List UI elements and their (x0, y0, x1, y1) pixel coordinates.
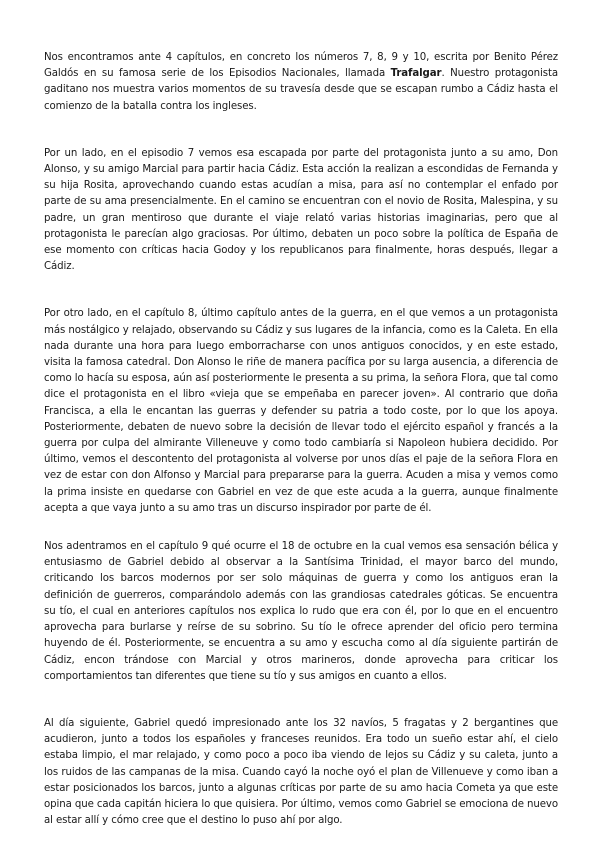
document-page (44, 50, 558, 860)
intro-text-before: Nos encontramos ante 4 capítulos, en concreto los números 7, 8, 9 y 10, escrita por Benito Pérez Galdós en su famosa serie de los Episodios Nacionales, llamada (44, 52, 558, 80)
paragraph-chapter-10: Al día siguiente, Gabriel quedó impresionado ante los 32 navíos, 5 fragatas y 2 bergantines que acudieron, junto a todos los españoles y franceses reunidos. Era todo un sueño estar ahí, el cielo estaba limpio, el mar relajado, y como poco a poco iba viendo de lejos su Cádiz y su caleta, junto a los ruidos de las campanas de la misa. Cuando cayó la noche oyó el plan de Villenueve y como iban a estar posicionados los barcos, junto a algunas críticas por parte de su amo hacia Cometa ya que este opina que cada capitán hiciera lo que quisiera. Por último, vemos como Gabriel se emociona de nuevo al estar allí y cómo cree que el destino lo puso ahí por algo. (44, 717, 558, 827)
paragraph-chapter-9: Nos adentramos en el capítulo 9 qué ocurre el 18 de octubre en la cual vemos esa sensación bélica y entusiasmo de Gabriel debido al observar a la Santísima Trinidad, el mayor barco del mundo, criticando los barcos modernos por ser solo máquinas de guerra y como los antiguos eran la definición de guerreros, comparándolo además con las grandiosas catedrales góticas. Se encuentra su tío, el cual en anteriores capítulos nos explica lo rudo que era con él, por lo que en el encuentro aprovecha para burlarse y reírse de su sobrino. Su tío le ofrece aprender del oficio pero termina huyendo de él. Posteriormente, se encuentra a su amo y escucha como al día siguiente partirán de Cádiz, encon trándose con Marcial y otros marineros, donde aprovecha para criticar los comportamientos tan diferentes que tiene su tío y sus amigos en cuanto a ellos. (44, 541, 558, 682)
paragraph-intro (44, 50, 558, 115)
paragraph-chapter-8: Por otro lado, en el capítulo 8, último capítulo antes de la guerra, en el que vemos a un protagonista más nostálgico y relajado, observando su Cádiz y sus lugares de la infancia, como es la Caleta. En ella nada durante una hora para luego emborracharse con unos antiguos conocidos, y en este estado, visita la famosa catedral. Don Alonso le riñe de manera pacífica por su larga ausencia, a diferencia de como lo hacía su esposa, aún así posteriormente le presenta a su prima, la señora Flora, que tal como dice el protagonista en el libro «vieja que se empeñaba en parecer joven». Al contrario que doña Francisca, a ella le encantan las guerras y defender su patria a todo coste, por lo que los apoya. Posteriormente, debaten de nuevo sobre la decisión de llevar todo el ejército español y francés a la guerra por culpa del almirante Villeneuve y como todo cambiaría si Napoleon hubiera decidido. Por último, vemos el descontento del protagonista al volverse por unos días el paje de la señora Flora en vez de estar con don Alfonso y Marcial para prepararse para la guerra. Acuden a misa y vemos como la prima insiste en quedarse con Gabriel en vez de que este acuda a la guerra, aunque finalmente acepta a que vaya junto a su amo tras un discurso inspirador por parte de él. (44, 308, 558, 514)
intro-text-after: . Nuestro protagonista gaditano nos muestra varios momentos de su travesía desde que se escapan rumbo a Cádiz hasta el comienzo de la batalla contra los ingleses. (44, 68, 558, 112)
book-title: Trafalgar (390, 68, 442, 80)
paragraph-chapter-7: Por un lado, en el episodio 7 vemos esa escapada por parte del protagonista junto a su amo, Don Alonso, y su amigo Marcial para partir hacia Cádiz. Esta acción la realizan a escondidas de Fernanda y su hija Rosita, aprovechando cuando estas acudían a misa, para así no contemplar el enfado por parte de su ama presencialmente. En el camino se encuentran con el novio de Rosita, Malespina, y su padre, un gran mentiroso que durante el viaje relató varias historias imaginarias, pero que al protagonista le parecían algo graciosas. Por último, debaten un poco sobre la política de España de ese momento con críticas hacia Godoy y los republicanos para finalmente, horas después, llegar a Cádiz. (44, 147, 558, 273)
